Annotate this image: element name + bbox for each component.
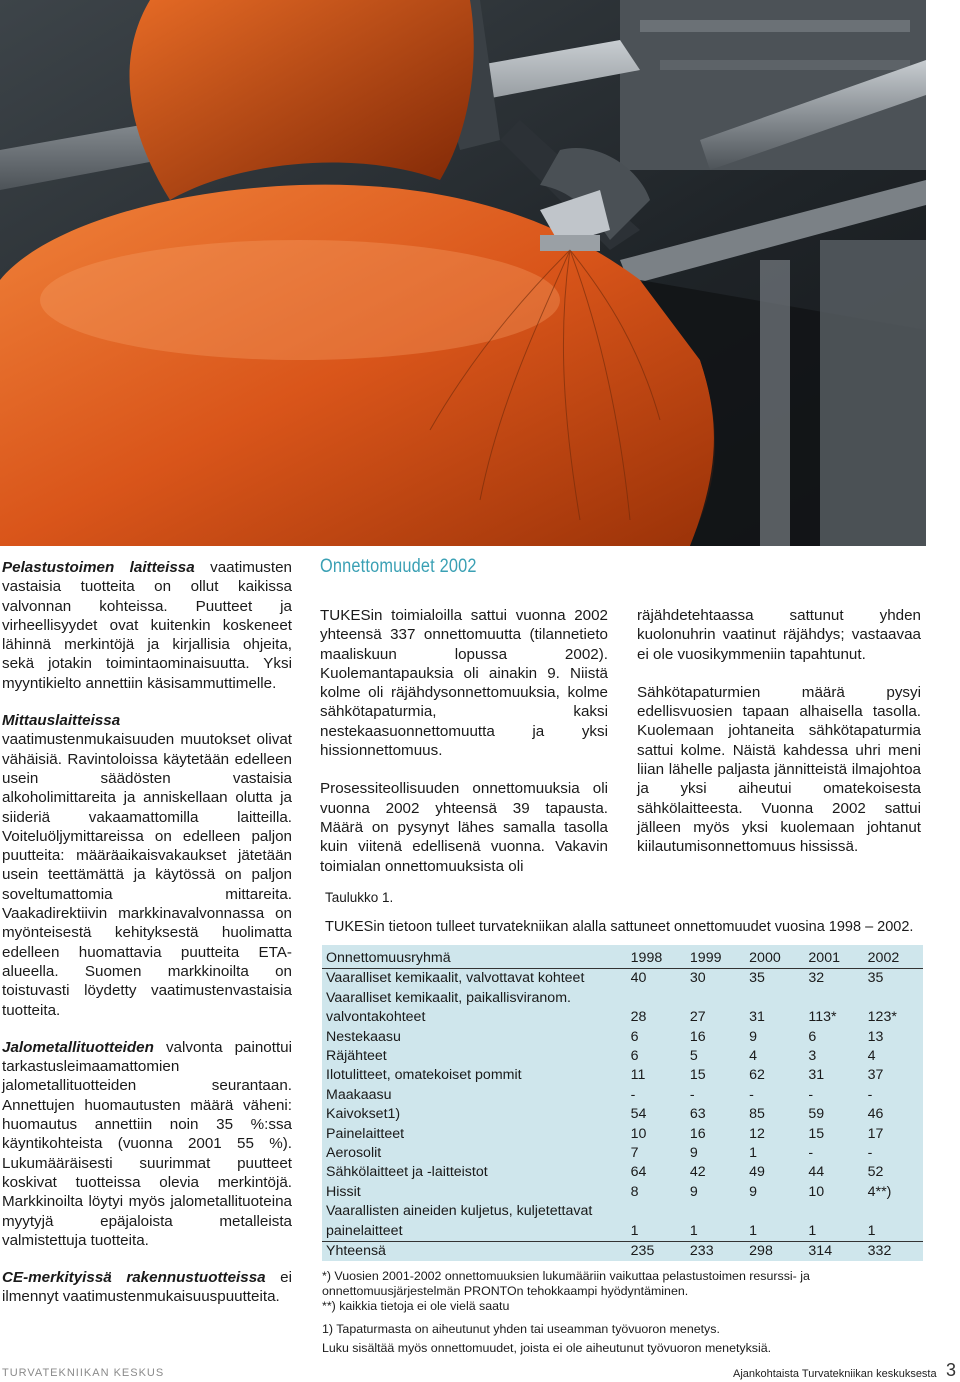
- table-cell-value: 37: [867, 1067, 884, 1084]
- table-cell-value: 52: [867, 1164, 884, 1181]
- table-cell-value: 7: [630, 1145, 639, 1162]
- table-cell-name: Maakaasu: [326, 1086, 392, 1103]
- table-cell-value: 15: [689, 1067, 706, 1084]
- table-header-cell: 2002: [864, 949, 923, 969]
- table-cell-value: -: [689, 1086, 695, 1103]
- paragraph-text: vaatimustenmukaisuuden muutokset olivat vähäisiä. Ravintoloissa käytetään edelleen usein säädösten vastaisia alkoholimittareita ja anniskellaan olutta ja siideriä vakaamattomilla laitteilla. Voiteluöljymittareissa on edelleen paljon puutteita: määräaikaisvakaukset jätetään usein teettämättä ja käytössä on paljon soveltumattomia mittareita. Vaakadirektiivin markkinavalvonnassa on myönteisestä kehityksestä huolimatta edelleen huomattavia puutteita ETA-alueella. Suomen markkinoilta on toistuvasti löydetty vaatimustenvastaisia tuotteita.: [2, 731, 292, 1019]
- right-column: [637, 606, 921, 876]
- table-cell-value: 314: [804, 1242, 863, 1262]
- table-cell-value: 1: [689, 1222, 698, 1239]
- table-row: [322, 1047, 923, 1066]
- table-row: [322, 1066, 923, 1085]
- table-note: **) kaikkia tietoja ei ole vielä saatu: [322, 1299, 510, 1313]
- table-cell-value: -: [867, 1086, 873, 1103]
- table-cell-value: 233: [686, 1242, 745, 1262]
- table-cell-name: Vaaralliset kemikaalit, paikallisviranom. valvontakohteet: [326, 989, 571, 1026]
- table-footnote: Luku sisältää myös onnettomuudet, joista ei ole aiheutunut työvuoron menetyksiä.: [322, 1341, 772, 1355]
- table-cell-value: 15: [808, 1125, 825, 1142]
- table-cell-value: 49: [749, 1164, 765, 1181]
- table-cell-name: Räjähteet: [326, 1048, 387, 1065]
- table-row: [322, 1086, 923, 1105]
- section-title: Onnettomuudet 2002: [320, 556, 477, 577]
- table-cell-value: 63: [689, 1106, 706, 1123]
- table-note: *) Vuosien 2001-2002 onnettomuuksien lukumääriin vaikuttaa pelastustoimen resurssi- ja onnettomuusjärjestelmän PRONTOn tehokkaampi hyödyntäminen.: [322, 1269, 810, 1298]
- table-cell-value: 32: [808, 970, 825, 987]
- table-row: [322, 989, 923, 1028]
- table-cell-value: 1: [749, 1145, 758, 1162]
- table-label: Taulukko 1.: [325, 890, 394, 905]
- table-cell-name: Sähkölaitteet ja -laitteistot: [326, 1164, 488, 1181]
- table-cell-name: Ilotulitteet, omatekoiset pommit: [326, 1067, 522, 1084]
- table-cell-value: 35: [749, 970, 765, 987]
- table-cell-value: 332: [864, 1242, 923, 1262]
- table-cell-value: 4: [749, 1048, 758, 1065]
- table-header-cell: Onnettomuusryhmä: [322, 949, 627, 969]
- table-row: [322, 1163, 923, 1182]
- table-caption: TUKESin tietoon tulleet turvatekniikan alalla sattuneet onnettomuudet vuosina 1998 – 2002.: [325, 919, 914, 935]
- table-row: [322, 1242, 923, 1262]
- table-cell-value: 5: [689, 1048, 698, 1065]
- table-cell-value: 16: [689, 1125, 706, 1142]
- table-cell-value: 1: [630, 1222, 639, 1239]
- table-row: [322, 1144, 923, 1163]
- table-row: [322, 1105, 923, 1124]
- industrial-tanks-photo-icon: [0, 0, 926, 546]
- table-row: [322, 1125, 923, 1144]
- table-cell-value: -: [808, 1086, 814, 1103]
- table-cell-value: 12: [749, 1125, 765, 1142]
- table-cell-name: Aerosolit: [326, 1145, 382, 1162]
- table-cell-value: 31: [749, 1009, 765, 1026]
- left-column: [2, 558, 292, 1325]
- page-number: 3: [946, 1360, 957, 1380]
- table-row: [322, 1028, 923, 1047]
- table-header-cell: 2001: [804, 949, 863, 969]
- table-cell-value: -: [808, 1145, 814, 1162]
- table-cell-value: 1: [867, 1222, 876, 1239]
- table-cell-value: -: [749, 1086, 754, 1103]
- table-header-cell: 2000: [745, 949, 804, 969]
- table-cell-name: Kaivokset1): [326, 1106, 401, 1123]
- table-row: [322, 1202, 923, 1241]
- table-cell-value: 44: [808, 1164, 825, 1181]
- table-cell-name: Vaaralliset kemikaalit, valvottavat kohteet: [326, 970, 585, 987]
- table-cell-value: 10: [630, 1125, 647, 1142]
- footer-publication: Ajankohtaista Turvatekniikan keskuksesta: [733, 1368, 937, 1380]
- table-header-cell: 1998: [627, 949, 686, 969]
- table-cell-name: Hissit: [326, 1183, 361, 1200]
- table-cell-value: 16: [689, 1028, 706, 1045]
- table-cell-value: 30: [689, 970, 706, 987]
- table-cell-value: 62: [749, 1067, 765, 1084]
- table-cell-value: -: [630, 1086, 636, 1103]
- paragraph: TUKESin toimialoilla sattui vuonna 2002 yhteensä 337 onnettomuutta (tilannetieto maaliskuun lopussa 2002). Kuolemantapauksia oli ainakin 9. Niistä kolme oli räjähdysonnettomuuksia, kolme sähkötapaturmia, kaksi nestekaasuonnettomuutta ja yksi hissionnettomuus.: [320, 607, 608, 760]
- table-cell-value: -: [867, 1145, 873, 1162]
- middle-column: [320, 606, 608, 895]
- accident-table: [322, 949, 923, 1262]
- paragraph-rakennustuotteet: [2, 1268, 292, 1307]
- table-cell-value: 17: [867, 1125, 884, 1142]
- paragraph-lead: Jalometallituotteiden: [2, 1038, 154, 1056]
- table-cell-value: 46: [867, 1106, 884, 1123]
- table-cell-name: Nestekaasu: [326, 1028, 401, 1045]
- table-cell-value: 9: [749, 1183, 758, 1200]
- paragraph: Sähkötapaturmien määrä pysyi edellisvuosien tapaan alhaisella tasolla. Kuolemaan johtaneita sähkötapaturmia sattui kolme. Näistä kahdessa uhri meni liian lähelle paljasta jännitteistä ilmajohtoa ja yksi aiheutui omatekoisesta sähkölaitteesta. Vuonna 2002 sattui jälleen myös yksi kuolemaan johtanut kiilautumisonnettomuus hississä.: [637, 683, 921, 856]
- table-header-row: [322, 949, 923, 969]
- table-cell-value: 42: [689, 1164, 706, 1181]
- table-notes: [322, 1269, 922, 1314]
- table-cell-value: 123*: [867, 1009, 897, 1026]
- table-cell-value: 13: [867, 1028, 884, 1045]
- table-row: [322, 1183, 923, 1202]
- table-cell-value: 85: [749, 1106, 765, 1123]
- paragraph-text: ei ilmennyt vaatimustenmukaisuuspuutteita.: [2, 1269, 292, 1306]
- table-cell-value: 3: [808, 1048, 817, 1065]
- table-cell-value: 6: [630, 1048, 639, 1065]
- table-cell-value: 9: [749, 1028, 758, 1045]
- table-cell-name: Painelaitteet: [326, 1125, 405, 1142]
- paragraph-lead: Pelastustoimen laitteissa: [2, 559, 195, 576]
- paragraph-text: vaatimusten vastaisia tuotteita on ollut kaikissa valvonnan kohteissa. Puutteet ja virheellisyydet ovat kuitenkin koskeneet lähinnä merkintöjä ja kirjallisia ohjeita, sekä jotakin toimintaominaisuutta. Yksi myyntikielto annettiin käsisammuttimelle.: [2, 559, 292, 692]
- table-cell-value: 9: [689, 1183, 698, 1200]
- paragraph-text: valvonta painottui tarkastusleimaamattomien jalometallituotteiden seurantaan. Annettujen huomautusten määrä väheni: huomautus annettiin noin 35 %:ssa käyntikohteista (vuonna 2001 55 %). Lukumääräisesti suurimmat puutteet koskivat tuotteissa olevia merkintöjä. Markkinoilta löytyi myös jalometallituoteina myytyjä epäjaloista metalleista valmistettuja tuotteita.: [2, 1038, 292, 1249]
- table-cell-value: 35: [867, 970, 884, 987]
- paragraph: Prosessiteollisuuden onnettomuuksia oli vuonna 2002 yhteensä 39 tapausta. Määrä on pysynyt lähes samalla tasolla kuin viitenä edellisenä vuonna. Vakavin toimialan onnettomuuksista oli: [320, 780, 608, 875]
- table-cell-value: 9: [689, 1145, 698, 1162]
- footer-publisher: TURVATEKNIIKAN KESKUS: [2, 1367, 165, 1379]
- table-cell-value: 298: [745, 1242, 804, 1262]
- table-cell-value: 11: [630, 1067, 646, 1084]
- table-cell-value: 31: [808, 1067, 825, 1084]
- table-cell-value: 4**): [867, 1183, 892, 1200]
- table-row: [322, 969, 923, 989]
- table-cell-value: 113*: [808, 1009, 837, 1026]
- table-cell-value: 4: [867, 1048, 876, 1065]
- paragraph-mittauslaitteet: [2, 711, 292, 1020]
- table-header-cell: 1999: [686, 949, 745, 969]
- table-footnote: 1) Tapaturmasta on aiheutunut yhden tai useamman työvuoron menetys.: [322, 1322, 720, 1336]
- table-cell-value: 6: [808, 1028, 817, 1045]
- paragraph-pelastustoimi: [2, 558, 292, 693]
- table-cell-value: 8: [630, 1183, 639, 1200]
- table-cell-value: 59: [808, 1106, 825, 1123]
- paragraph-lead: Mittauslaitteissa: [2, 712, 121, 730]
- table-cell-value: 1: [749, 1222, 758, 1239]
- table-cell-value: 40: [630, 970, 647, 987]
- table-cell-value: 6: [630, 1028, 639, 1045]
- table-cell-value: 235: [627, 1242, 686, 1262]
- table-cell-value: 10: [808, 1183, 825, 1200]
- paragraph: räjähdetehtaassa sattunut yhden kuolonuhrin vaatinut räjähdys; vastaavaa ei ole vuosikymmeniin tapahtunut.: [637, 607, 921, 663]
- header-photo: [0, 0, 926, 546]
- paragraph-lead: CE-merkityissä rakennustuotteissa: [2, 1269, 266, 1287]
- paragraph-jalometallit: [2, 1038, 292, 1250]
- table-cell-name: Vaarallisten aineiden kuljetus, kuljetettavat painelaitteet: [326, 1203, 593, 1239]
- table-cell-value: 28: [630, 1009, 647, 1026]
- table-body: [322, 949, 923, 1262]
- table-cell-value: 1: [808, 1222, 817, 1239]
- table-cell-name: Yhteensä: [322, 1242, 627, 1262]
- table-cell-value: 27: [689, 1009, 706, 1026]
- table-cell-value: 54: [630, 1106, 647, 1123]
- table-cell-value: 64: [630, 1164, 647, 1181]
